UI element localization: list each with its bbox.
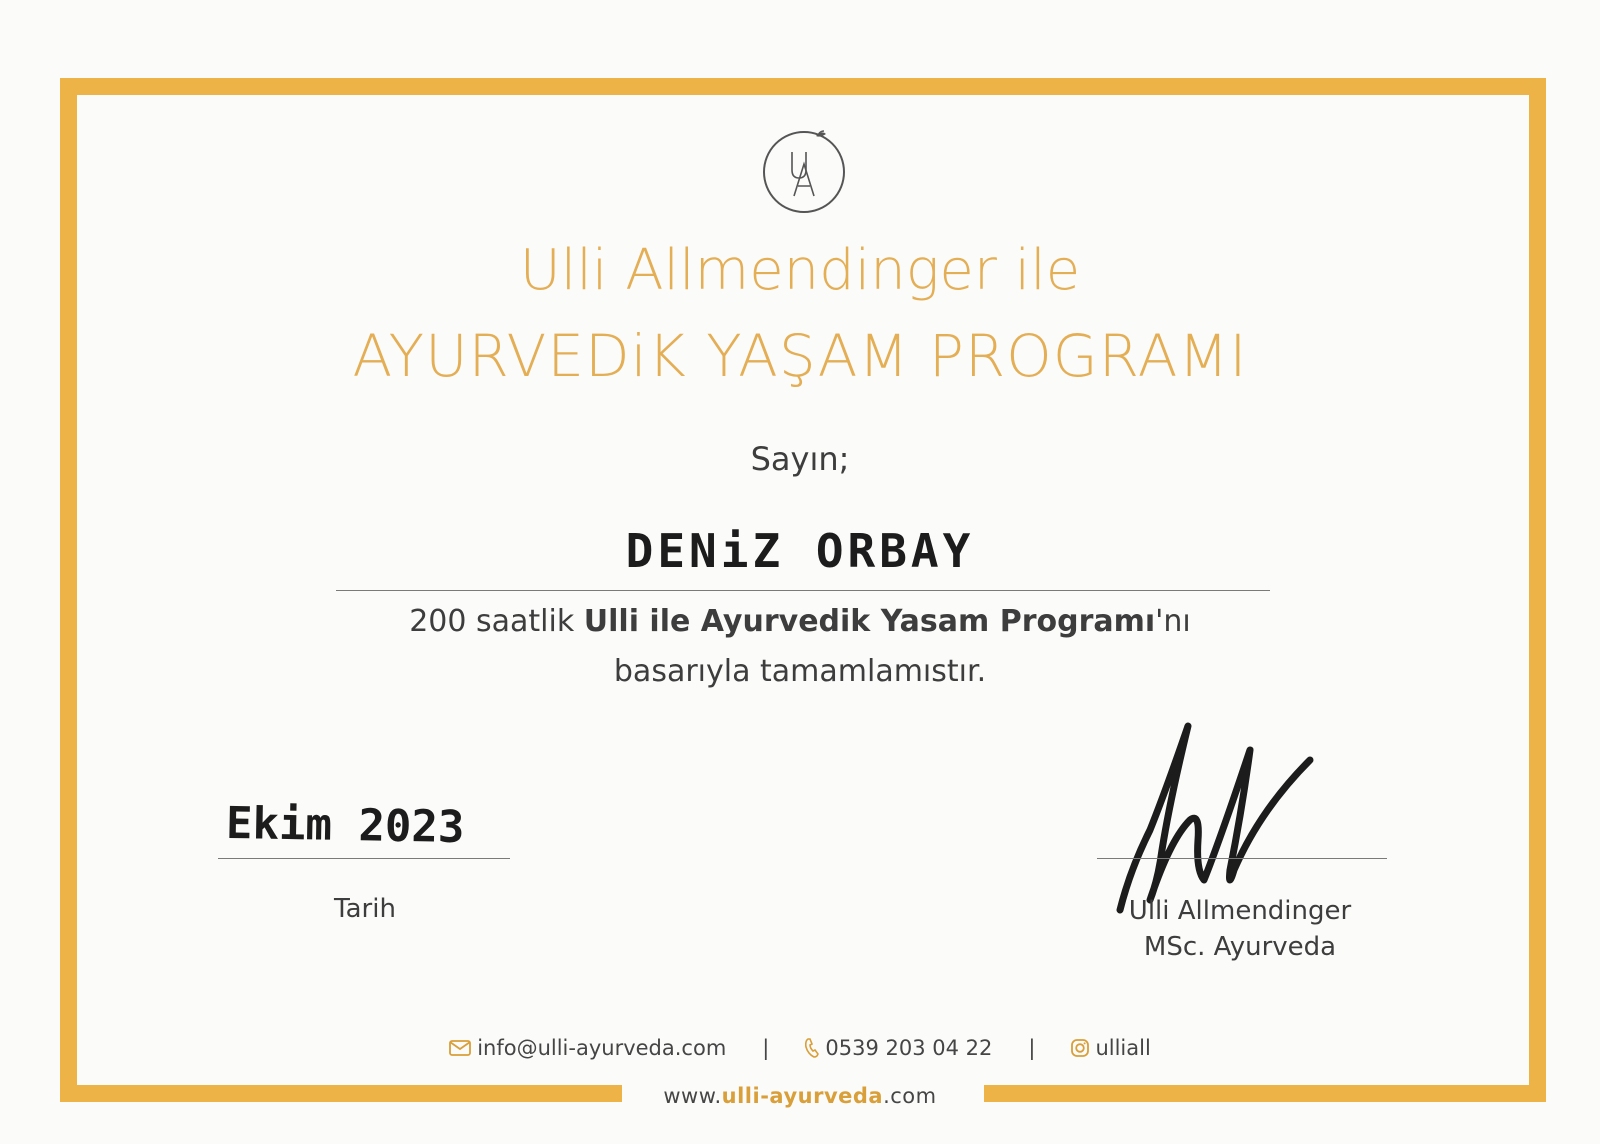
program-suffix: 'nı <box>1155 604 1191 639</box>
website-prefix: www. <box>663 1084 722 1108</box>
mail-icon <box>449 1040 471 1056</box>
website-link[interactable] <box>0 1084 1600 1108</box>
completion-text-line-2: basarıyla tamamlamıstır. <box>613 654 987 689</box>
phone-text: 0539 203 04 22 <box>825 1036 993 1060</box>
signer-title: MSc. Ayurveda <box>1143 932 1337 962</box>
date-line <box>218 858 510 859</box>
date-label: Tarih <box>334 894 396 924</box>
instagram-item[interactable] <box>1071 1036 1150 1060</box>
email-text: info@ulli-ayurveda.com <box>477 1036 727 1060</box>
logo-emblem <box>758 126 850 218</box>
website-domain: ulli-ayurveda <box>721 1084 884 1108</box>
email-item[interactable] <box>449 1036 726 1060</box>
signer-name: Ulli Allmendinger <box>1128 896 1352 926</box>
recipient-line <box>336 590 1270 591</box>
contact-footer <box>0 1036 1600 1060</box>
instagram-icon <box>1071 1039 1089 1057</box>
footer-separator: | <box>1028 1036 1036 1060</box>
phone-item[interactable] <box>805 1036 992 1060</box>
website-suffix: .com <box>883 1084 937 1108</box>
title-line-2: AYURVEDiK YAŞAM PROGRAMI <box>352 322 1248 390</box>
program-name: Ulli ile Ayurvedik Yasam Programı <box>583 604 1156 639</box>
title-line-1: Ulli Allmendinger ile <box>519 238 1081 303</box>
footer-separator: | <box>762 1036 770 1060</box>
hours-text: 200 saatlik <box>409 604 584 639</box>
signature-line <box>1097 858 1387 859</box>
recipient-name: DENiZ ORBAY <box>625 524 975 578</box>
signature <box>1110 720 1350 920</box>
salutation: Sayın; <box>750 440 850 478</box>
handwritten-date: Ekim 2023 <box>225 797 465 854</box>
phone-icon <box>805 1038 819 1058</box>
completion-text-line-1 <box>0 604 1600 639</box>
instagram-text: ulliall <box>1095 1036 1151 1060</box>
